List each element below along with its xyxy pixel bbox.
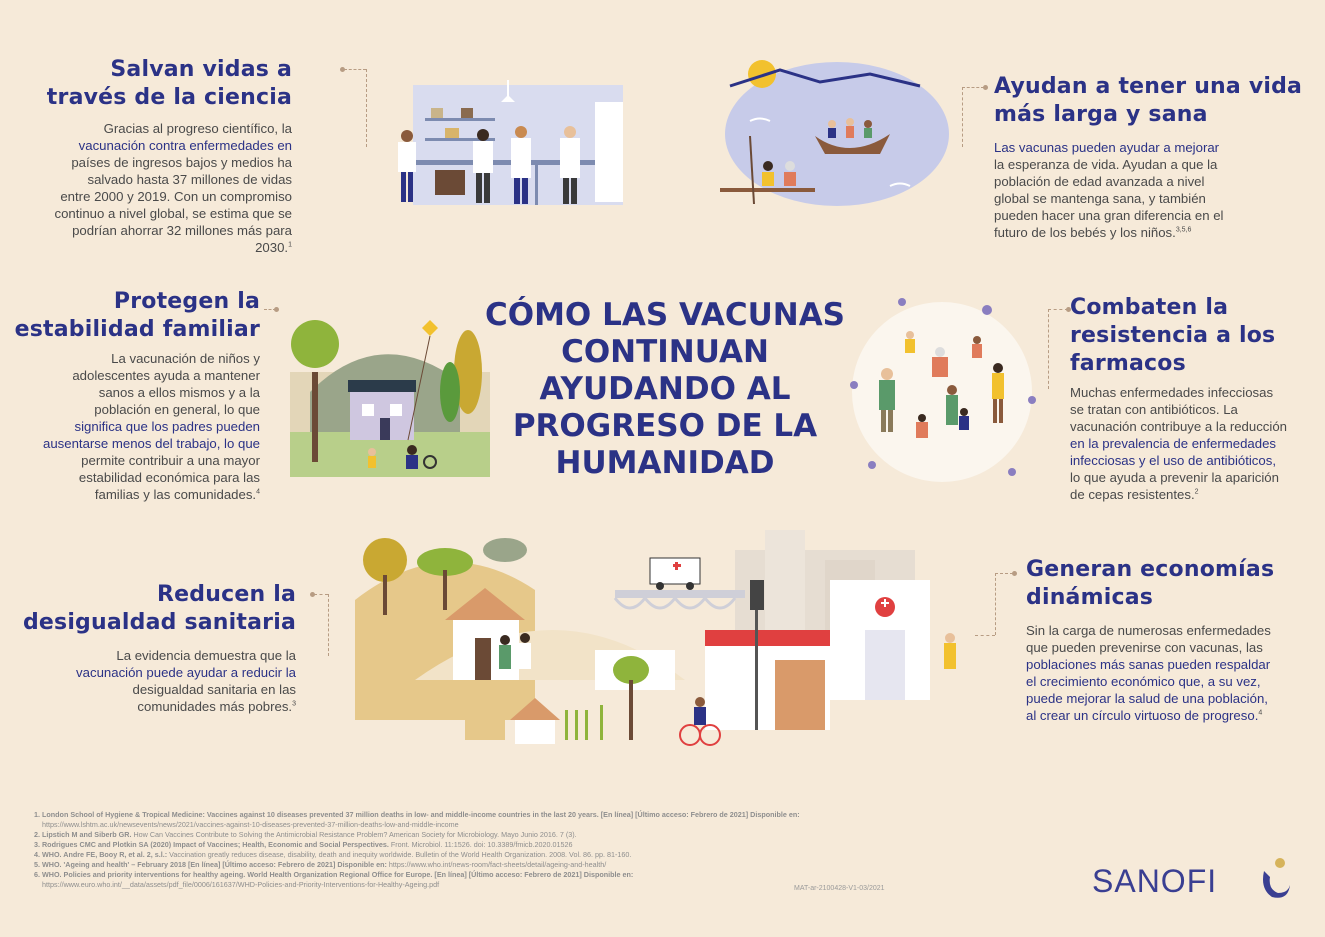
lake-illustration	[720, 56, 955, 216]
family-text	[14, 350, 260, 503]
family-house-illustration	[290, 312, 500, 477]
main-title	[480, 297, 850, 482]
resistance-text-line: lo que ayuda a prevenir la aparición	[1070, 470, 1279, 485]
economy-text-line: el crecimiento económico que, a su vez,	[1026, 674, 1261, 689]
resistance-text-line: vacunación contribuye a la reducción	[1070, 419, 1287, 434]
family-text-line: sanos a ellos mismos y a la	[98, 385, 260, 400]
science-text-line: salvado hasta 37 millones de vidas	[87, 172, 292, 187]
sanofi-logo-text: SANOFI	[1092, 863, 1218, 899]
longer-life-text-line: la esperanza de vida. Ayudan a que la	[994, 157, 1218, 172]
inequality-heading-line: Reducen la	[157, 582, 296, 607]
science-heading-line: través de la ciencia	[46, 85, 292, 110]
inequality-text-line: comunidades más pobres.	[137, 699, 293, 714]
family-text-line: estabilidad económica para las	[78, 470, 260, 485]
resistance-text-line: Muchas enfermedades infecciosas	[1070, 385, 1274, 400]
science-heading	[20, 56, 292, 112]
resistance-text-line: de cepas resistentes.	[1070, 487, 1195, 502]
science-text-line: 2030.	[255, 240, 289, 255]
economy-text-line: Sin la carga de numerosas enfermedades	[1026, 623, 1271, 638]
reference-item[interactable]: https://www.lshtm.ac.uk/newsevents/news/2021/vaccines-against-10-diseases-prevented-37-million-deaths-low-and-middle-income	[42, 820, 459, 829]
reference-item: 6. WHO. Policies and priority interventions for healthy ageing. World Health Organization Regional Office for Europe. [En línea] [Último acceso: Febrero de 2021] Disponible en:	[34, 870, 634, 879]
resistance-footnote-ref: 2	[1194, 488, 1199, 496]
science-footnote-ref: 1	[288, 241, 292, 249]
inequality-text-line: desigualdad sanitaria en las	[132, 682, 296, 697]
longer-life-text-line: población de edad avanzada a nivel	[994, 174, 1205, 189]
science-text-line: continuo a nivel global, se estima que se	[54, 206, 292, 221]
family-text-line: significa que los padres pueden	[74, 419, 260, 434]
inequality-heading-line: desigualdad sanitaria	[22, 610, 296, 635]
main-title-line: HUMANIDAD	[555, 445, 775, 481]
family-text-line: permite contribuir a una mayor	[81, 453, 260, 468]
reference-item[interactable]: https://www.euro.who.int/__data/assets/pdf_file/0006/161637/WHD-Policies-and-Priority-Interventions-for-Healthy-Ageing.pdf	[42, 880, 440, 889]
science-section	[20, 56, 292, 256]
reference-item: 4. WHO. Andre FE, Booy R, et al. 2, s.l.: Vaccination greatly reduces disease, disability, death and inequity worldwide. Bulletin of the World Health Organization. 2008. Vol. 86. pp. 81-160.	[34, 850, 632, 859]
economy-heading-line: dinámicas	[1026, 585, 1154, 610]
reference-item: 5. WHO. 'Ageing and health' – February 2018 [En línea] [Último acceso: Febrero de 2021] Disponible en: https://www.who.int/news-room/fact-sheets/detail/ageing-and-health/	[34, 860, 607, 869]
science-text-line: vacunación contra enfermedades en	[78, 138, 292, 153]
economy-footnote-ref: 4	[1258, 709, 1263, 717]
main-title-line: PROGRESO DE LA	[512, 408, 818, 444]
economy-section	[1026, 556, 1316, 724]
resistance-heading-line: resistencia a los	[1070, 323, 1276, 348]
resistance-heading-line: Combaten la	[1070, 295, 1229, 320]
inequality-heading	[20, 581, 296, 637]
reference-item: 1. London School of Hygiene & Tropical Medicine: Vaccines against 10 diseases prevented 37 million deaths in low- and middle-income countries in the last 20 years. [En línea] [Último acceso: Febrero de 2021] Disponible en:	[34, 810, 800, 819]
inequality-section	[20, 581, 296, 715]
main-title-line: CÓMO LAS VACUNAS	[484, 297, 846, 333]
resistance-text-line: infecciosas y el uso de antibióticos,	[1070, 453, 1276, 468]
science-heading-line: Salvan vidas a	[110, 57, 292, 82]
family-heading-line: estabilidad familiar	[14, 317, 260, 342]
inequality-text-line: La evidencia demuestra que la	[116, 648, 296, 663]
economy-heading-line: Generan economías	[1026, 557, 1275, 582]
references-list	[34, 810, 934, 890]
longer-life-text-line: futuro de los bebés y los niños.	[994, 225, 1176, 240]
document-code: MAT-ar-2100428-V1-03/2021	[794, 885, 885, 892]
longer-life-heading	[994, 73, 1304, 129]
science-text	[20, 120, 292, 256]
family-text-line: familias y las comunidades.	[94, 487, 257, 502]
science-text-line: países de ingresos bajos y medios ha	[71, 155, 292, 170]
longer-life-text	[994, 139, 1304, 241]
resistance-text-line: se tratan con antibióticos. La	[1070, 402, 1238, 417]
reference-item: 2. Lipstich M and Siberb GR. How Can Vaccines Contribute to Solving the Antimicrobial Resistance Problem? American Society for Microbiology. Mayo Junio 2016. 7 (3).	[34, 830, 577, 839]
resistance-text	[1070, 384, 1320, 503]
family-text-line: La vacunación de niños y	[111, 351, 260, 366]
science-text-line: Gracias al progreso científico, la	[103, 121, 292, 136]
inequality-footnote-ref: 3	[292, 700, 296, 708]
science-text-line: podrían ahorrar 32 millones más para	[72, 223, 292, 238]
longer-life-section	[994, 73, 1304, 241]
inequality-text	[20, 647, 296, 715]
family-text-line: ausentarse menos del trabajo, lo que	[42, 436, 260, 451]
science-text-line: entre 2000 y 2019. Con un compromiso	[60, 189, 292, 204]
family-heading-line: Protegen la	[113, 289, 260, 314]
resistance-section	[1070, 294, 1320, 503]
family-footnote-ref: 4	[256, 488, 260, 496]
economy-text-line: puede mejorar la salud de una población,	[1026, 691, 1268, 706]
family-section	[14, 288, 260, 503]
economy-text-line: al crear un círculo virtuoso de progreso.	[1026, 708, 1259, 723]
laboratory-illustration	[385, 80, 630, 210]
resistance-heading-line: farmacos	[1070, 351, 1186, 376]
economy-heading	[1026, 556, 1316, 612]
resistance-text-line: en la prevalencia de enfermedades	[1070, 436, 1277, 451]
resistance-heading	[1070, 294, 1320, 378]
longer-life-text-line: Las vacunas pueden ayudar a mejorar	[994, 140, 1220, 155]
longer-life-heading-line: más larga y sana	[994, 102, 1208, 127]
inequality-text-line: vacunación puede ayudar a reducir la	[76, 665, 296, 680]
main-title-line: CONTINUAN	[561, 334, 769, 370]
village-city-illustration	[355, 520, 1005, 750]
longer-life-footnote-ref: 3,5,6	[1175, 226, 1192, 234]
longer-life-text-line: pueden hacer una gran diferencia en el	[994, 208, 1224, 223]
economy-text	[1026, 622, 1316, 724]
longer-life-heading-line: Ayudan a tener una vida	[994, 74, 1303, 99]
family-heading	[14, 288, 260, 344]
longer-life-text-line: global se mantenga sana, y también	[994, 191, 1206, 206]
reference-item: 3. Rodrigues CMC and Plotkin SA (2020) Impact of Vaccines; Health, Economic and Social Perspectives. Front. Microbiol. 11:1526. doi: 10.3389/fmicb.2020.01526	[34, 840, 573, 849]
family-text-line: adolescentes ayuda a mantener	[72, 368, 260, 383]
community-circle-illustration	[842, 290, 1042, 490]
main-title-line: AYUDANDO AL	[539, 371, 791, 407]
sanofi-logo-icon	[1258, 855, 1294, 903]
economy-text-line: poblaciones más sanas pueden respaldar	[1026, 657, 1271, 672]
family-text-line: población en general, lo que	[94, 402, 260, 417]
economy-text-line: que pueden prevenirse con vacunas, las	[1026, 640, 1263, 655]
